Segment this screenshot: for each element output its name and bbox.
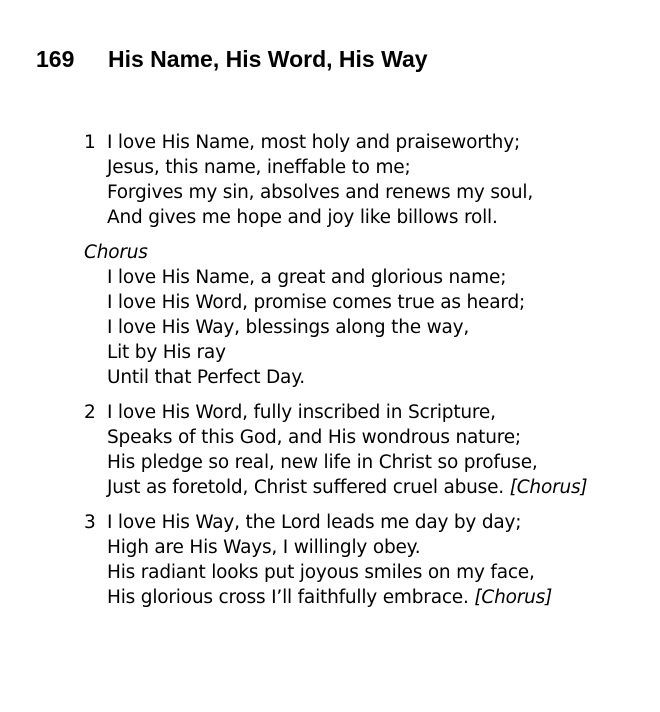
stanza-number: 3 bbox=[84, 512, 96, 533]
chorus-line: Until that Perfect Day. bbox=[107, 367, 305, 388]
chorus-reference: [Chorus] bbox=[474, 587, 553, 608]
chorus-line: I love His Word, promise comes true as heard; bbox=[107, 292, 526, 313]
stanza-line-with-refrain bbox=[107, 585, 644, 610]
hymn-body bbox=[84, 130, 644, 620]
stanza-line: I love His Name, most holy and praiseworthy; bbox=[107, 132, 520, 153]
stanza-3 bbox=[84, 510, 644, 610]
chorus-line: Lit by His ray bbox=[107, 342, 226, 363]
hymn-number: 169 bbox=[36, 46, 75, 72]
stanza-line: Forgives my sin, absolves and renews my soul, bbox=[107, 182, 534, 203]
stanza-number: 2 bbox=[84, 402, 96, 423]
stanza-line-with-refrain bbox=[107, 475, 644, 500]
stanza-1 bbox=[84, 130, 644, 230]
stanza-line: I love His Word, fully inscribed in Scripture, bbox=[107, 402, 496, 423]
stanza-number: 1 bbox=[84, 132, 96, 153]
chorus bbox=[84, 240, 644, 390]
chorus-line: I love His Way, blessings along the way, bbox=[107, 317, 470, 338]
hymn-title: His Name, His Word, His Way bbox=[108, 46, 428, 72]
stanza-line: And gives me hope and joy like billows roll. bbox=[107, 207, 498, 228]
chorus-lines bbox=[84, 265, 644, 390]
stanza-2 bbox=[84, 400, 644, 500]
chorus-line: I love His Name, a great and glorious name; bbox=[107, 267, 507, 288]
stanza-line: I love His Way, the Lord leads me day by day; bbox=[107, 512, 522, 533]
stanza-line: Speaks of this God, and His wondrous nature; bbox=[107, 427, 521, 448]
hymn-header bbox=[36, 44, 428, 74]
stanza-line: High are His Ways, I willingly obey. bbox=[107, 537, 421, 558]
chorus-reference: [Chorus] bbox=[509, 477, 588, 498]
stanza-line: His glorious cross I’ll faithfully embrace. bbox=[107, 587, 469, 608]
stanza-line: Jesus, this name, ineffable to me; bbox=[107, 157, 411, 178]
chorus-label: Chorus bbox=[84, 242, 148, 263]
stanza-line: His pledge so real, new life in Christ so profuse, bbox=[107, 452, 538, 473]
stanza-line: His radiant looks put joyous smiles on my face, bbox=[107, 562, 535, 583]
stanza-line: Just as foretold, Christ suffered cruel abuse. bbox=[107, 477, 504, 498]
